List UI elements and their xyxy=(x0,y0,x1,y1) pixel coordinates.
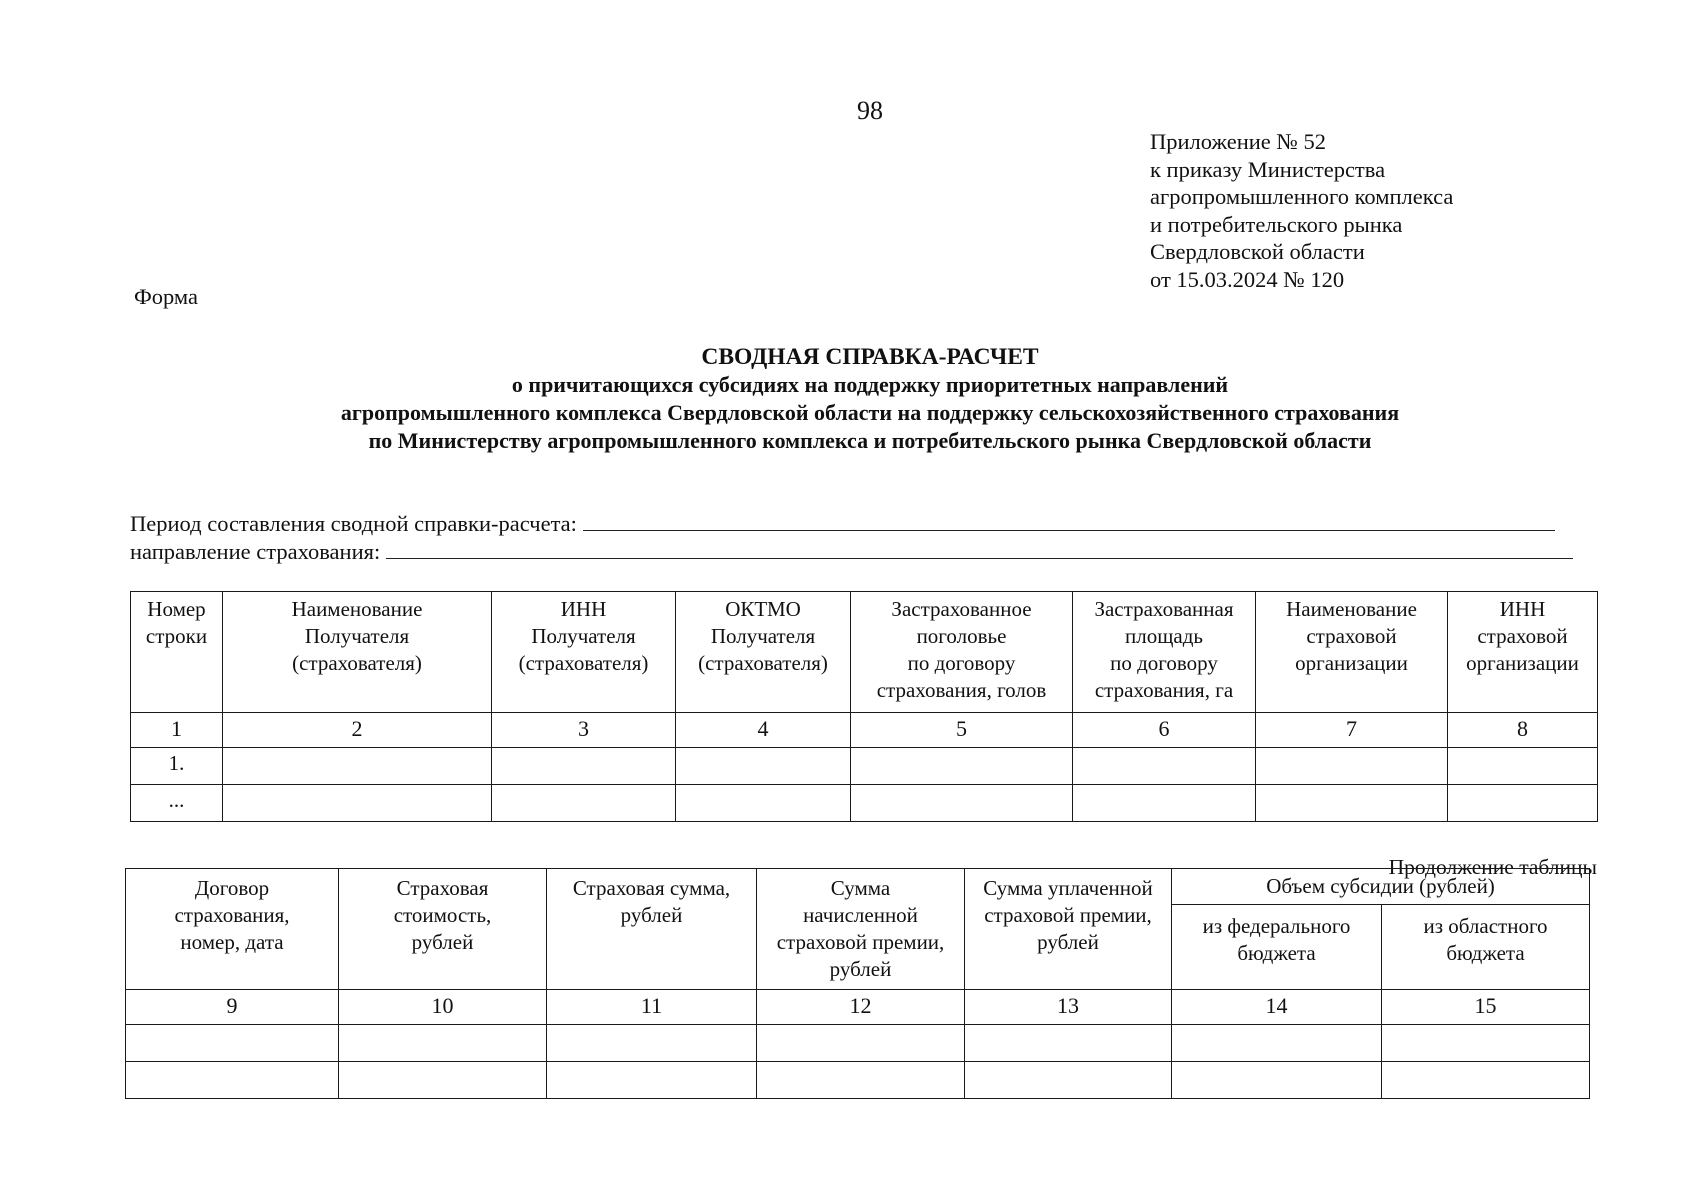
table-cell[interactable] xyxy=(1256,785,1448,822)
column-number: 9 xyxy=(126,990,339,1025)
table-cell[interactable] xyxy=(126,1062,339,1099)
subheader-cell: из федерального бюджета xyxy=(1172,904,1382,989)
table-cell[interactable] xyxy=(1382,1025,1590,1062)
column-number: 14 xyxy=(1172,990,1382,1025)
header-cell: Застрахованная площадь по договору страхования, га xyxy=(1073,592,1256,713)
table-row xyxy=(126,1025,1590,1062)
document-title xyxy=(0,343,1697,455)
direction-label: направление страхования: xyxy=(130,539,381,564)
table-cell[interactable] xyxy=(851,785,1073,822)
column-number: 4 xyxy=(676,713,851,748)
table-cell[interactable] xyxy=(1448,748,1598,785)
table-cell[interactable] xyxy=(1256,748,1448,785)
table-cell[interactable] xyxy=(851,748,1073,785)
title-line: агропромышленного комплекса Свердловской области на поддержку сельскохозяйственного страхования xyxy=(340,400,1400,425)
table-row xyxy=(131,748,1598,785)
header-cell: Страховая сумма, рублей xyxy=(547,869,757,990)
header-cell: Страховая стоимость, рублей xyxy=(339,869,547,990)
table-insurance-subsidy xyxy=(125,868,1590,1099)
column-number: 6 xyxy=(1073,713,1256,748)
table-cell[interactable] xyxy=(223,785,492,822)
column-number: 5 xyxy=(851,713,1073,748)
column-number: 1 xyxy=(131,713,223,748)
table-cell[interactable] xyxy=(547,1025,757,1062)
header-cell: Наименование Получателя (страхователя) xyxy=(223,592,492,713)
table-cell[interactable]: ... xyxy=(131,785,223,822)
table-cell[interactable] xyxy=(126,1025,339,1062)
table-cell[interactable] xyxy=(492,748,676,785)
column-number: 8 xyxy=(1448,713,1598,748)
column-number: 15 xyxy=(1382,990,1590,1025)
column-number: 11 xyxy=(547,990,757,1025)
appendix-line: и потребительского рынка xyxy=(1150,211,1403,237)
table-cell[interactable]: 1. xyxy=(131,748,223,785)
table-cell[interactable] xyxy=(547,1062,757,1099)
column-number-row xyxy=(126,990,1590,1025)
appendix-line: к приказу Министерства xyxy=(1150,156,1386,182)
title-line: СВОДНАЯ СПРАВКА-РАСЧЕТ xyxy=(701,344,1039,370)
title-line: о причитающихся субсидиях на поддержку приоритетных направлений xyxy=(511,372,1229,397)
title-line: по Министерству агропромышленного комплекса и потребительского рынка Свердловской области xyxy=(368,428,1372,453)
header-cell: ОКТМО Получателя (страхователя) xyxy=(676,592,851,713)
table-cell[interactable] xyxy=(676,785,851,822)
direction-field-line[interactable] xyxy=(386,538,1573,559)
appendix-line: от 15.03.2024 № 120 xyxy=(1150,266,1345,292)
period-field-line[interactable] xyxy=(583,510,1555,531)
column-number: 10 xyxy=(339,990,547,1025)
table-cell[interactable] xyxy=(676,748,851,785)
meta-fields xyxy=(130,510,1573,566)
table-cell[interactable] xyxy=(339,1025,547,1062)
appendix-line: Свердловской области xyxy=(1150,239,1365,264)
table-recipients xyxy=(130,591,1598,822)
period-label: Период составления сводной справки-расчета: xyxy=(130,511,577,536)
header-cell: Наименование страховой организации xyxy=(1256,592,1448,713)
column-number: 2 xyxy=(223,713,492,748)
header-cell: Сумма уплаченной страховой премии, рублей xyxy=(965,869,1172,990)
column-number: 13 xyxy=(965,990,1172,1025)
table-header-row xyxy=(126,869,1590,905)
table-cell[interactable] xyxy=(223,748,492,785)
table-cell[interactable] xyxy=(1448,785,1598,822)
page-number: 98 xyxy=(857,96,883,125)
table-cell[interactable] xyxy=(757,1062,965,1099)
appendix-line: Приложение № 52 xyxy=(1150,129,1326,154)
header-cell: Сумма начисленной страховой премии, рублей xyxy=(757,869,965,990)
table-row xyxy=(131,785,1598,822)
subheader-cell: из областного бюджета xyxy=(1382,904,1590,989)
table-cell[interactable] xyxy=(1172,1062,1382,1099)
table-cell[interactable] xyxy=(1172,1025,1382,1062)
table-cell[interactable] xyxy=(757,1025,965,1062)
appendix-line: агропромышленного комплекса xyxy=(1150,184,1454,209)
header-cell: ИНН Получателя (страхователя) xyxy=(492,592,676,713)
header-cell: Договор страхования, номер, дата xyxy=(126,869,339,990)
table-cell[interactable] xyxy=(1073,785,1256,822)
header-cell: Номер строки xyxy=(131,592,223,713)
group-header-cell: Объем субсидии (рублей) xyxy=(1172,869,1590,905)
table-cell[interactable] xyxy=(1382,1062,1590,1099)
appendix-block xyxy=(1150,128,1453,293)
column-number-row xyxy=(131,713,1598,748)
continuation-label: Продолжение таблицы xyxy=(1388,855,1597,879)
period-row xyxy=(130,510,1573,538)
column-number: 3 xyxy=(492,713,676,748)
table-row xyxy=(126,1062,1590,1099)
form-label: Форма xyxy=(134,284,199,309)
table-cell[interactable] xyxy=(965,1025,1172,1062)
table-cell[interactable] xyxy=(492,785,676,822)
table-header-row xyxy=(131,592,1598,713)
table-cell[interactable] xyxy=(965,1062,1172,1099)
table-cell[interactable] xyxy=(339,1062,547,1099)
table-cell[interactable] xyxy=(1073,748,1256,785)
column-number: 7 xyxy=(1256,713,1448,748)
header-cell: Застрахованное поголовье по договору страхования, голов xyxy=(851,592,1073,713)
column-number: 12 xyxy=(757,990,965,1025)
direction-row xyxy=(130,538,1573,566)
header-cell: ИНН страховой организации xyxy=(1448,592,1598,713)
